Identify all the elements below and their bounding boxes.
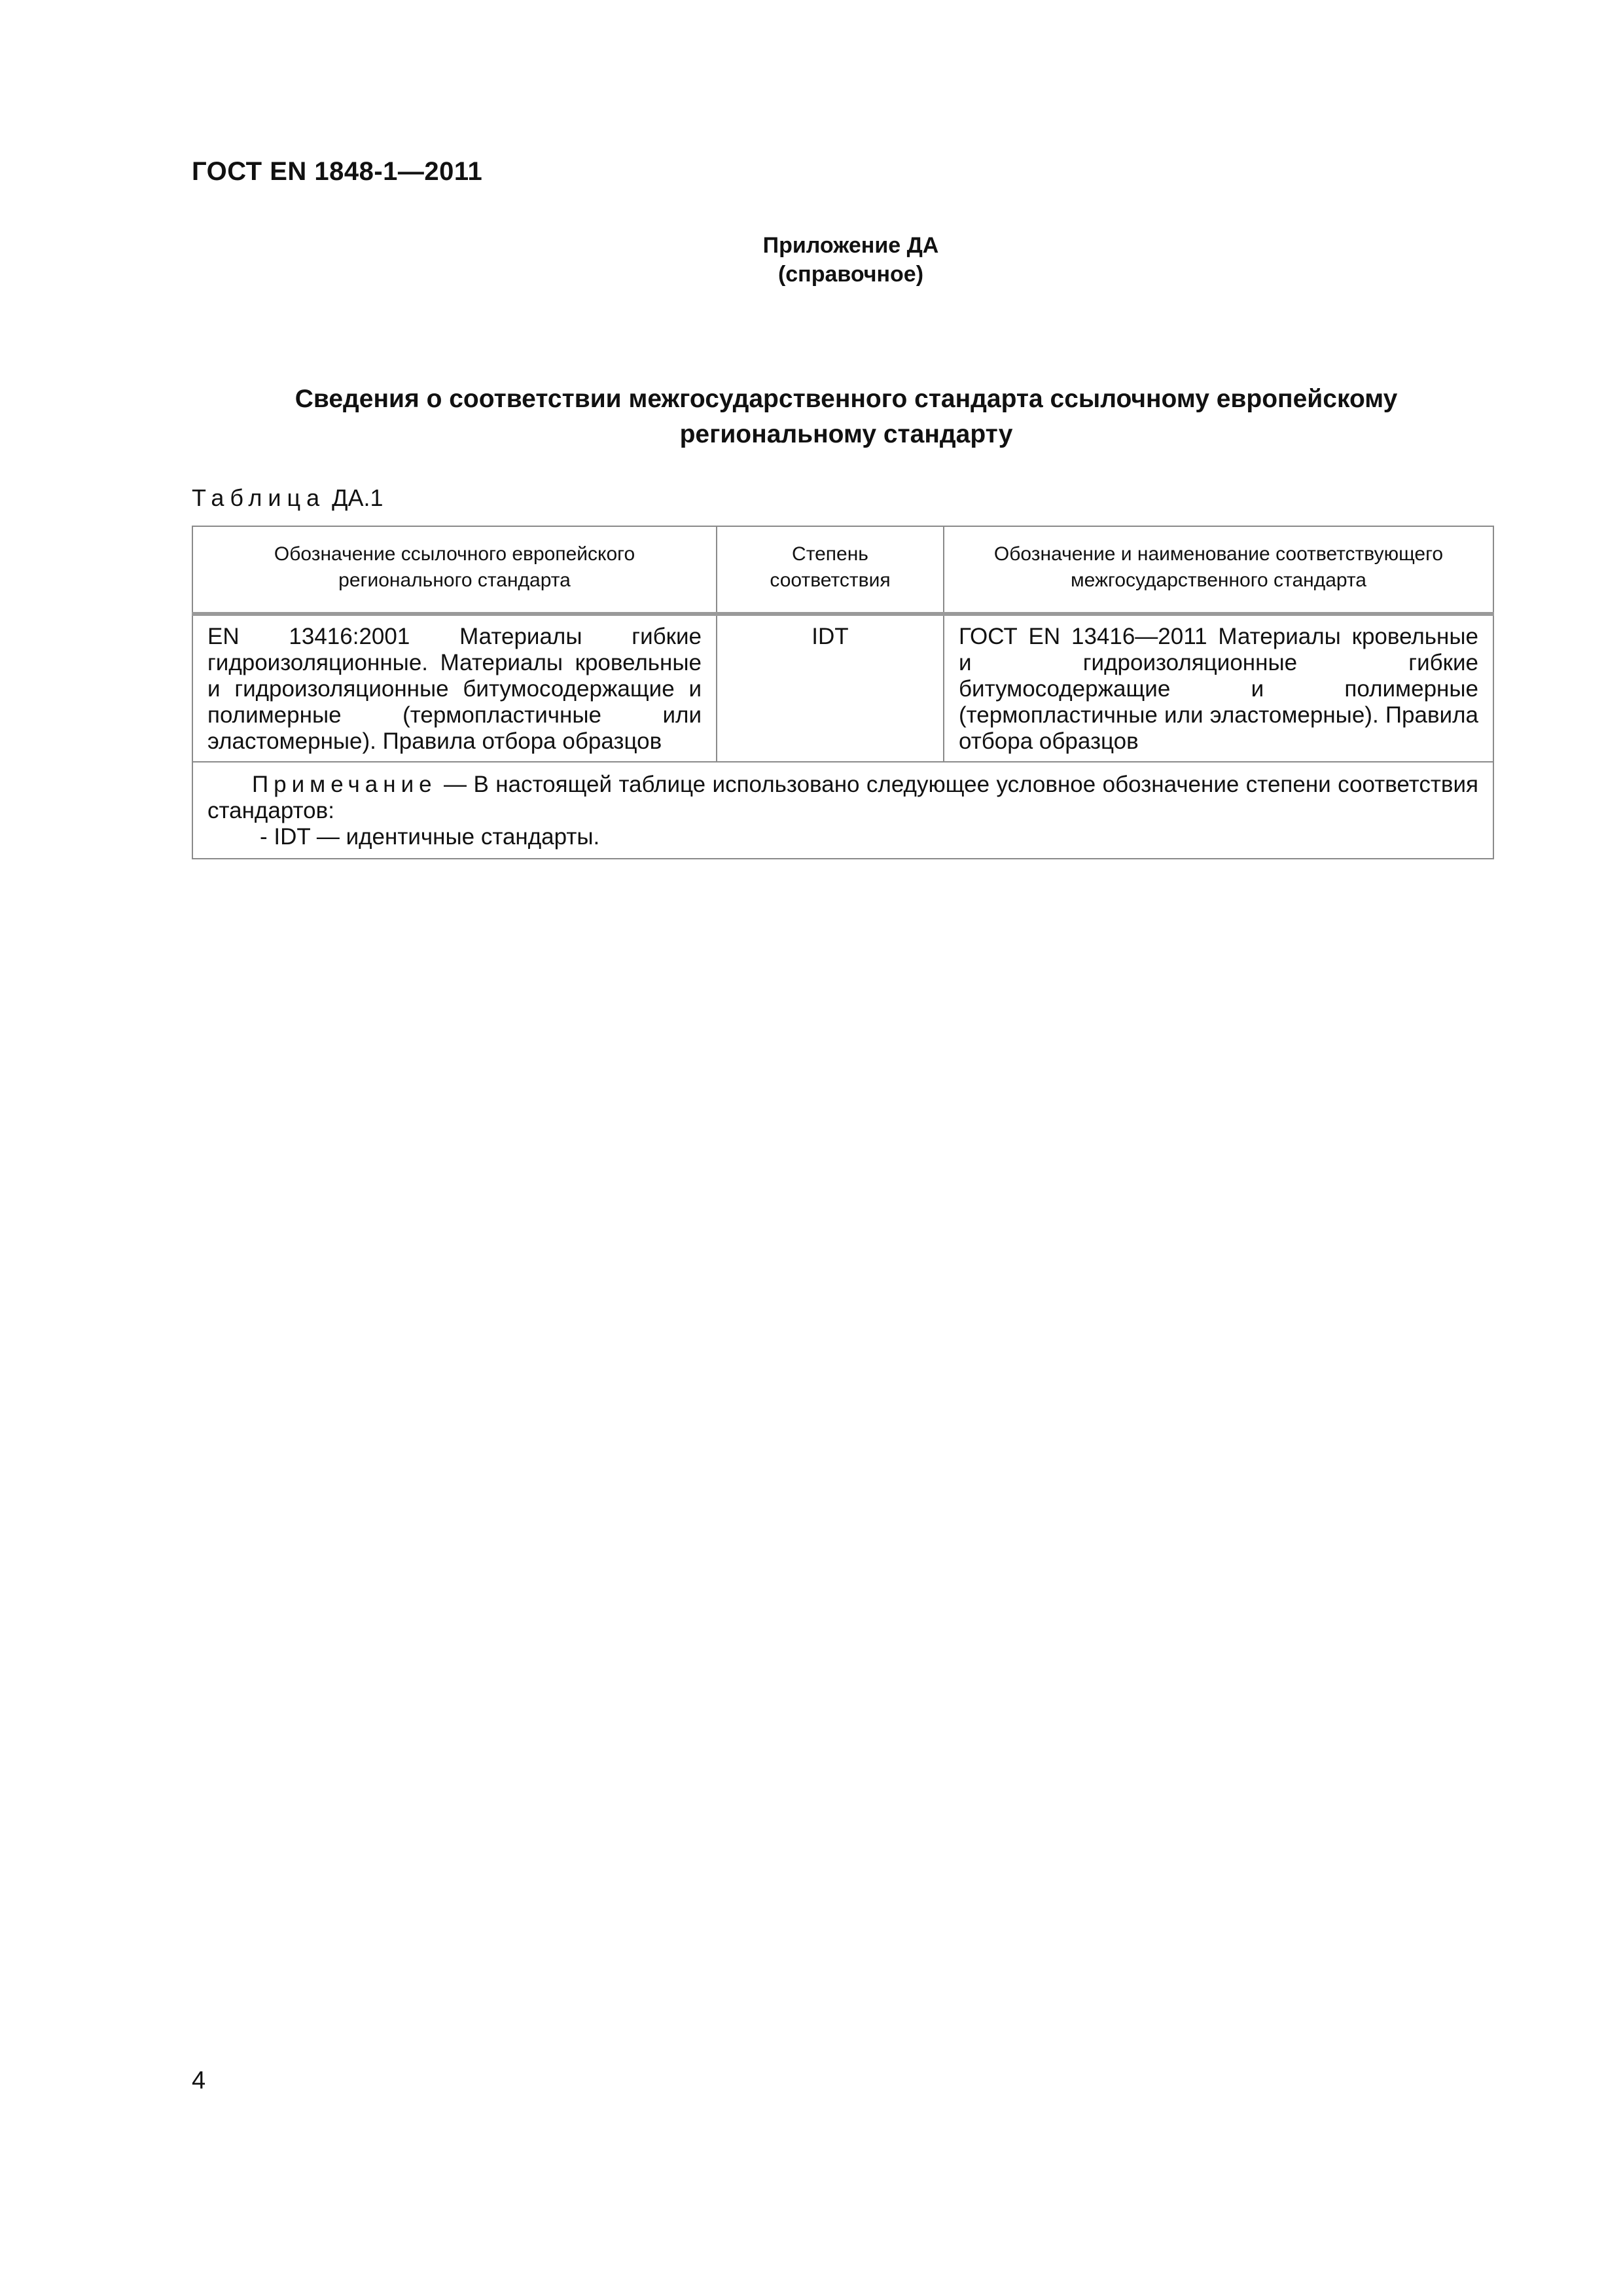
document-header: ГОСТ EN 1848-1—2011 xyxy=(192,157,483,186)
table-row xyxy=(192,614,1493,762)
section-title-line-1: Сведения о соответствии межгосударственного стандарта ссылочному европейскому xyxy=(294,385,1398,413)
degree-cell: IDT xyxy=(717,614,944,762)
note-item: - IDT — идентичные стандарты. xyxy=(260,824,600,850)
note-body: — В настоящей таблице использовано следующее условное обозначение степени соответствия стандартов: xyxy=(207,772,1478,823)
section-title-line-2: региональному стандарту xyxy=(679,420,1013,448)
note-text xyxy=(207,772,1478,824)
table-header-row xyxy=(192,526,1493,614)
note-label: Примечание xyxy=(252,772,437,797)
table-caption-number: ДА.1 xyxy=(325,484,383,511)
column-header-interstate: Обозначение и наименование соответствующего межгосударственного стандарта xyxy=(944,526,1493,614)
annex-status: (справочное) xyxy=(777,262,924,287)
reference-standard-cell: EN 13416:2001 Материалы гибкие гидроизоляционные. Материалы кровельные и гидроизоляционные битумосодержащие и полимерные (термопластичные или эластомерные). Правила отбора образцов xyxy=(192,614,717,762)
interstate-standard-cell: ГОСТ EN 13416—2011 Материалы кровельные и гидроизоляционные гибкие битумосодержащие и полимерные (термопластичные или эластомерные). Правила отбора образцов xyxy=(944,614,1493,762)
annex-title: Приложение ДА xyxy=(762,233,939,258)
column-header-degree: Степень соответствия xyxy=(717,526,944,614)
correspondence-table xyxy=(192,526,1494,859)
table-caption xyxy=(192,484,383,512)
table-note-row xyxy=(192,762,1493,859)
section-title xyxy=(192,382,1501,452)
column-header-reference: Обозначение ссылочного европейского регионального стандарта xyxy=(192,526,717,614)
table-caption-word: Таблица xyxy=(192,484,326,511)
table-note xyxy=(192,762,1493,859)
page-number: 4 xyxy=(192,2067,206,2094)
